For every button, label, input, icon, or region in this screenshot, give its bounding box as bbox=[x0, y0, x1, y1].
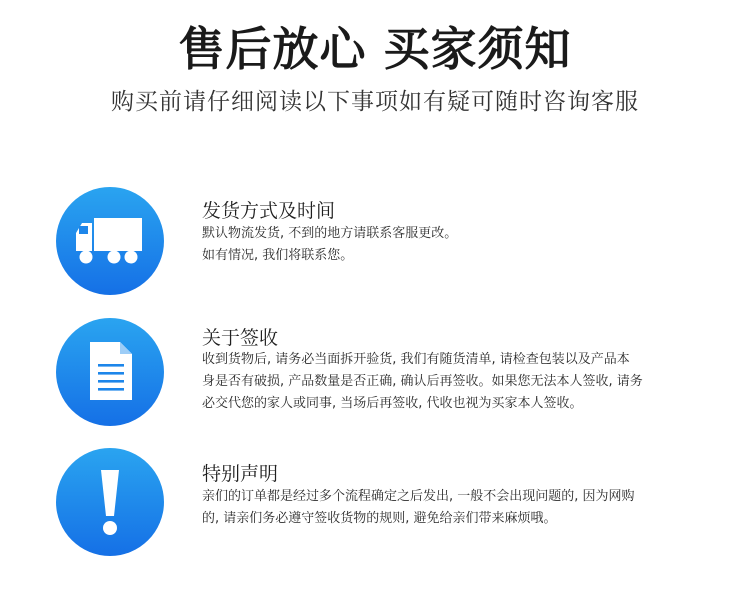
section-line: 亲们的订单都是经过多个流程确定之后发出, 一般不会出现问题的, 因为网购 bbox=[202, 489, 635, 504]
section-body bbox=[202, 223, 702, 267]
section-line: 的, 请亲们务必遵守签收货物的规则, 避免给亲们带来麻烦哦。 bbox=[202, 511, 557, 526]
section-title: 发货方式及时间 bbox=[202, 200, 336, 222]
section-title: 关于签收 bbox=[202, 327, 279, 349]
document-icon bbox=[56, 318, 164, 426]
section-title: 特别声明 bbox=[202, 463, 279, 485]
section-line: 默认物流发货, 不到的地方请联系客服更改。 bbox=[202, 226, 458, 241]
section-body bbox=[202, 349, 702, 415]
section-line: 身是否有破损, 产品数量是否正确, 确认后再签收。如果您无法本人签收, 请务 bbox=[202, 374, 643, 389]
truck-icon bbox=[56, 187, 164, 295]
exclamation-icon bbox=[56, 448, 164, 556]
page-title: 售后放心 买家须知 bbox=[178, 22, 572, 76]
page-subtitle: 购买前请仔细阅读以下事项如有疑可随时咨询客服 bbox=[111, 89, 639, 115]
section-line: 收到货物后, 请务必当面拆开验货, 我们有随货清单, 请检查包装以及产品本 bbox=[202, 352, 630, 367]
section-line: 如有情况, 我们将联系您。 bbox=[202, 248, 354, 263]
section-body bbox=[202, 486, 702, 530]
section-line: 必交代您的家人或同事, 当场后再签收, 代收也视为买家本人签收。 bbox=[202, 396, 583, 411]
